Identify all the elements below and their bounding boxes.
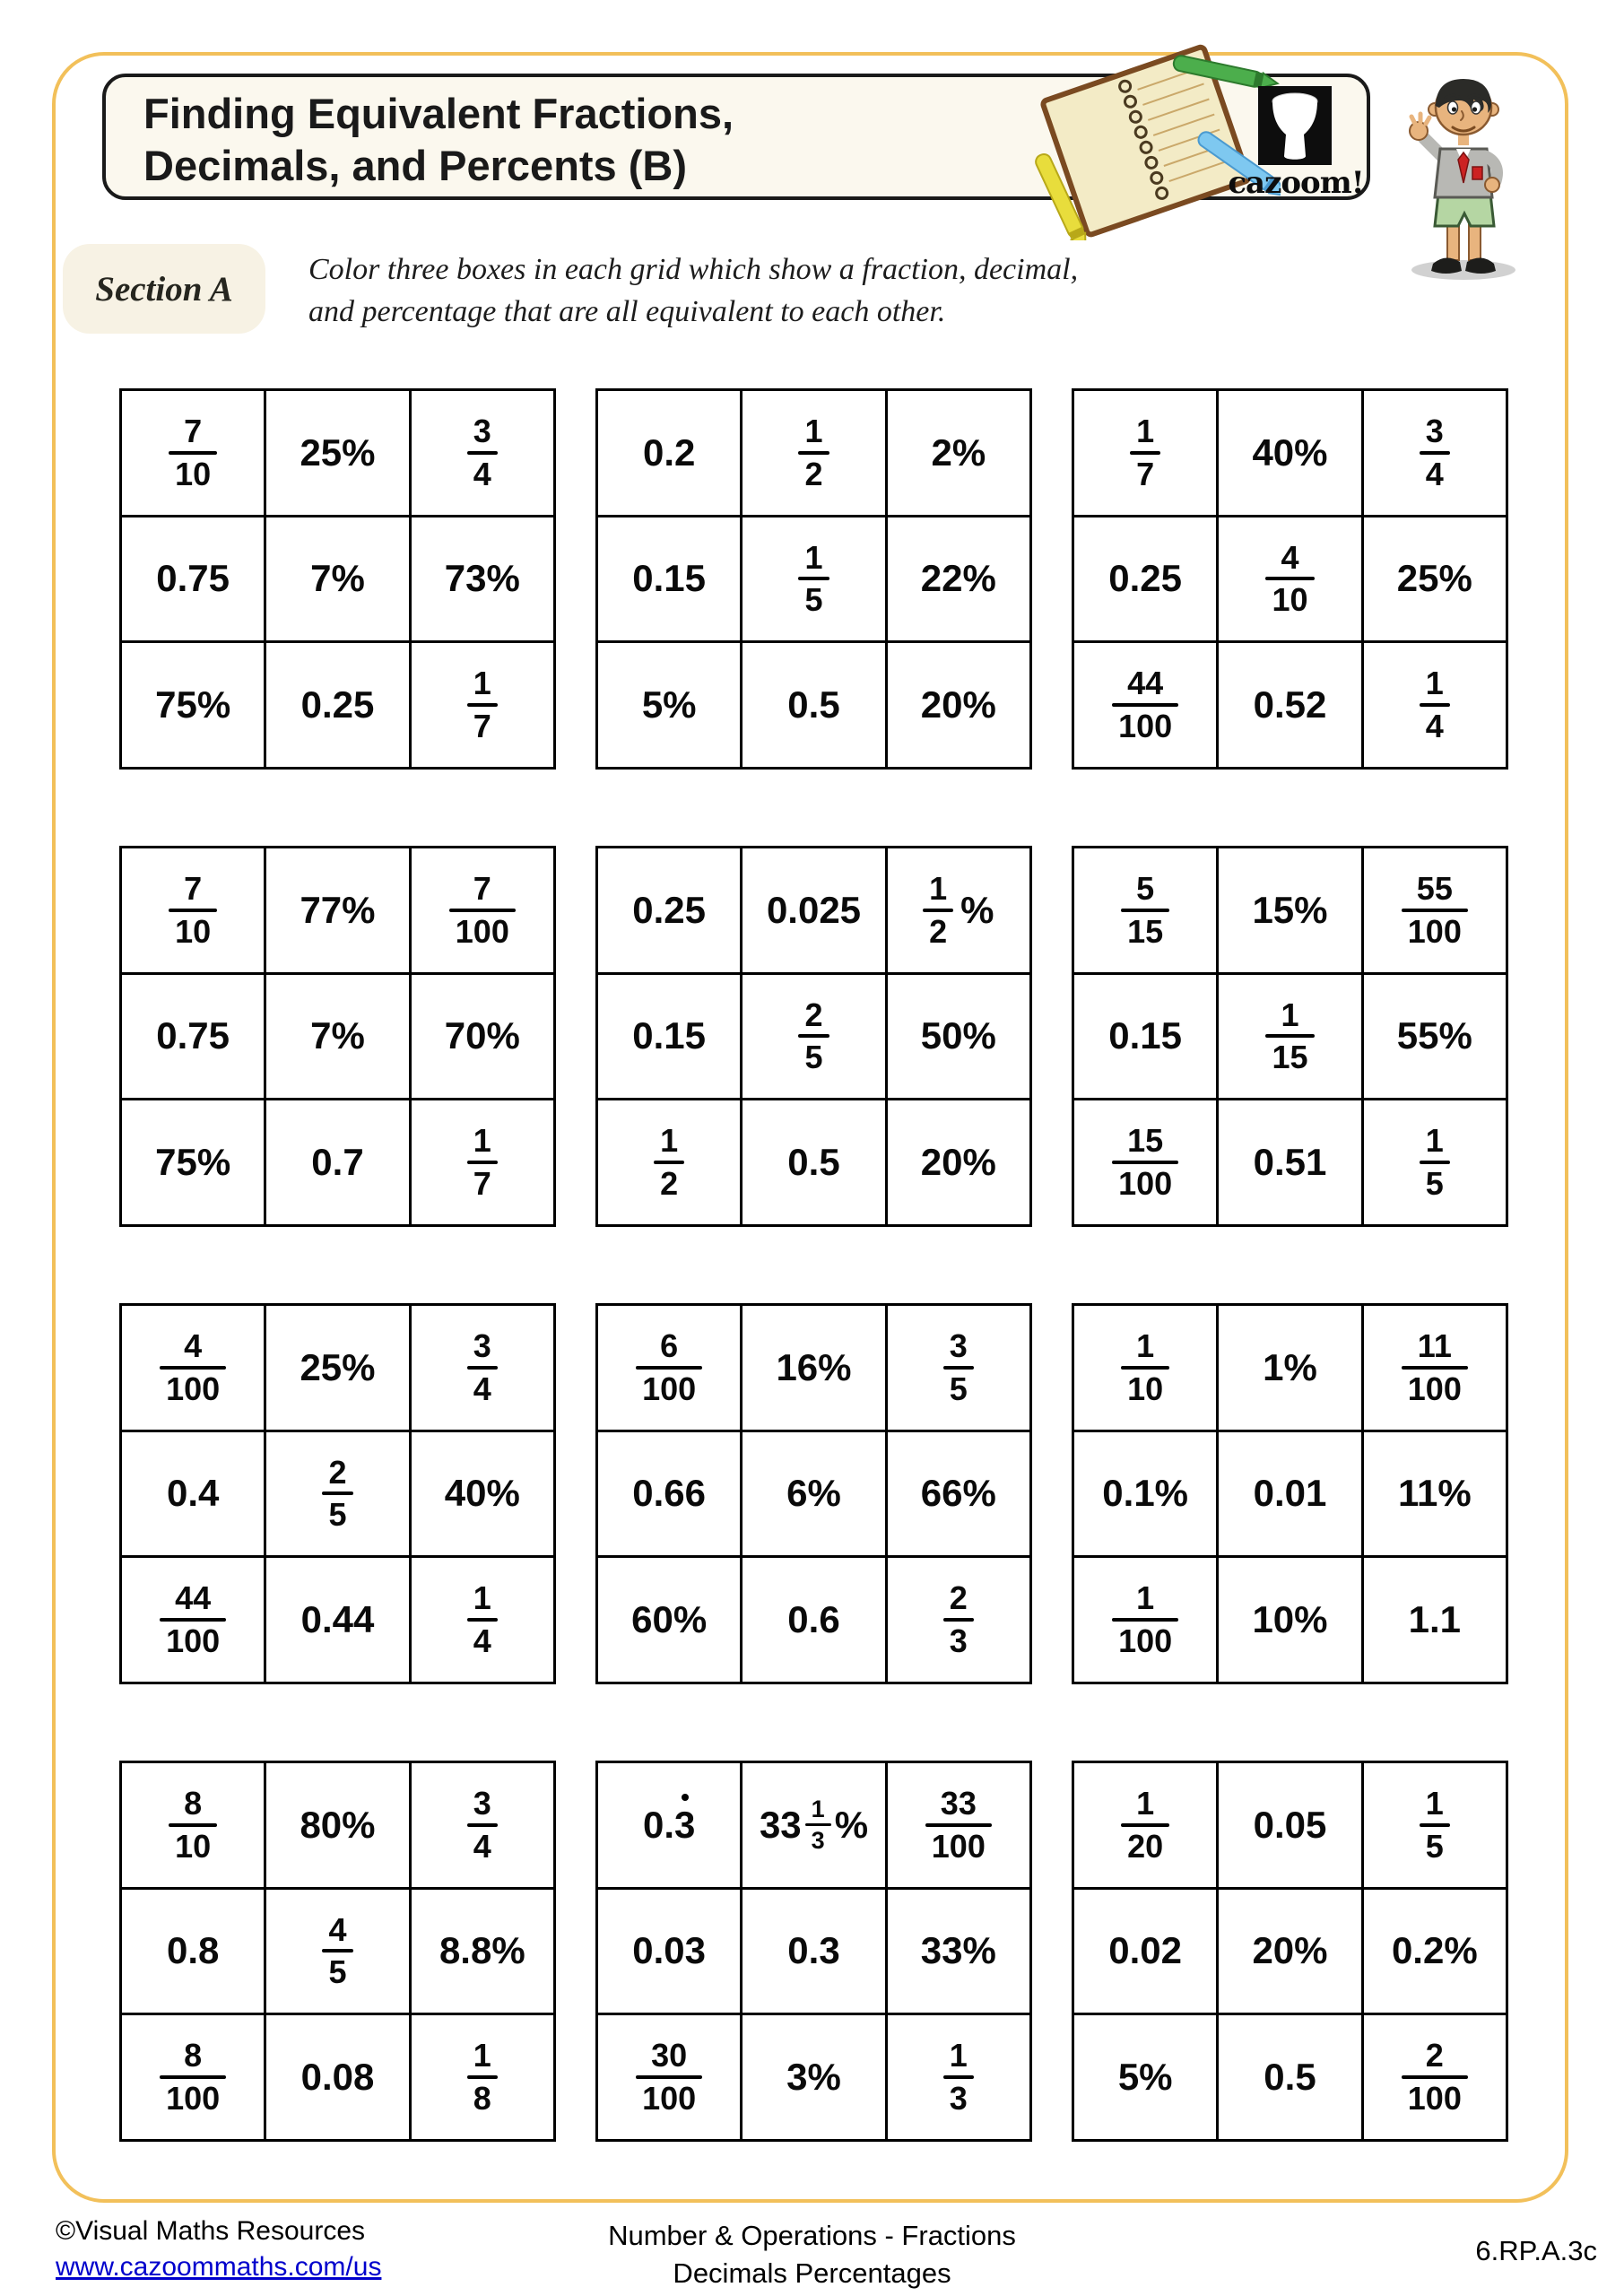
- grid-10-cell-r2c2[interactable]: $\frac{4}{5}$: [264, 1887, 408, 2013]
- grid-3-cell-r1c2[interactable]: 40%: [1216, 388, 1360, 515]
- grid-9-cell-r2c1[interactable]: 0.1%: [1072, 1430, 1216, 1556]
- grid-7-cell-r2c1[interactable]: 0.4: [119, 1430, 264, 1556]
- grid-6-cell-r1c1[interactable]: $\frac{5}{15}$: [1072, 846, 1216, 972]
- grid-12-cell-r1c3[interactable]: $\frac{1}{5}$: [1361, 1761, 1506, 1887]
- grid-12-cell-r2c1[interactable]: 0.02: [1072, 1887, 1216, 2013]
- grid-10-cell-r1c3[interactable]: $\frac{3}{4}$: [409, 1761, 553, 1887]
- grid-6-cell-r2c1[interactable]: 0.15: [1072, 972, 1216, 1099]
- grid-3-cell-r3c3[interactable]: $\frac{1}{4}$: [1361, 640, 1506, 767]
- grid-3-cell-r2c3[interactable]: 25%: [1361, 515, 1506, 641]
- grid-6-cell-r3c1[interactable]: $\frac{15}{100}$: [1072, 1098, 1216, 1224]
- grid-11-cell-r1c3[interactable]: $\frac{33}{100}$: [885, 1761, 1029, 1887]
- grid-8-cell-r3c3[interactable]: $\frac{2}{3}$: [885, 1555, 1029, 1682]
- grid-5-cell-r3c1[interactable]: $\frac{1}{2}$: [595, 1098, 740, 1224]
- grid-8-cell-r2c3[interactable]: 66%: [885, 1430, 1029, 1556]
- equivalence-grid-7: [119, 1303, 556, 1684]
- grid-5-cell-r1c1[interactable]: 0.25: [595, 846, 740, 972]
- grid-12-cell-r2c2[interactable]: 20%: [1216, 1887, 1360, 2013]
- grid-10-cell-r2c1[interactable]: 0.8: [119, 1887, 264, 2013]
- grid-9-cell-r3c3[interactable]: 1.1: [1361, 1555, 1506, 1682]
- grid-6-cell-r1c2[interactable]: 15%: [1216, 846, 1360, 972]
- section-a-instructions: [308, 248, 1078, 333]
- grid-2-cell-r1c1[interactable]: 0.2: [595, 388, 740, 515]
- grid-3-cell-r1c1[interactable]: $\frac{1}{7}$: [1072, 388, 1216, 515]
- grid-10-cell-r2c3[interactable]: 8.8%: [409, 1887, 553, 2013]
- grid-10-cell-r3c1[interactable]: $\frac{8}{100}$: [119, 2013, 264, 2139]
- grid-2-cell-r2c2[interactable]: $\frac{1}{5}$: [740, 515, 884, 641]
- grid-4-cell-r1c2[interactable]: 77%: [264, 846, 408, 972]
- grid-5-cell-r1c2[interactable]: 0.025: [740, 846, 884, 972]
- grid-9-cell-r1c1[interactable]: $\frac{1}{10}$: [1072, 1303, 1216, 1430]
- equivalence-grid-11: [595, 1761, 1032, 2142]
- grid-12-cell-r1c1[interactable]: $\frac{1}{20}$: [1072, 1761, 1216, 1887]
- grid-3-cell-r3c2[interactable]: 0.52: [1216, 640, 1360, 767]
- grid-1-cell-r3c1[interactable]: 75%: [119, 640, 264, 767]
- grid-8-cell-r2c1[interactable]: 0.66: [595, 1430, 740, 1556]
- grid-11-cell-r1c1[interactable]: 0. 3: [595, 1761, 740, 1887]
- grid-4-cell-r3c2[interactable]: 0.7: [264, 1098, 408, 1224]
- grid-4-cell-r1c3[interactable]: $\frac{7}{100}$: [409, 846, 553, 972]
- notebook-icon: [1012, 43, 1281, 240]
- footer-topic-line1: Number & Operations - Fractions: [608, 2220, 1016, 2251]
- grid-8-cell-r1c1[interactable]: $\frac{6}{100}$: [595, 1303, 740, 1430]
- grid-4-cell-r1c1[interactable]: $\frac{7}{10}$: [119, 846, 264, 972]
- grid-8-cell-r1c2[interactable]: 16%: [740, 1303, 884, 1430]
- footer-topic-line2: Decimals Percentages: [673, 2257, 951, 2289]
- grid-12-cell-r1c2[interactable]: 0.05: [1216, 1761, 1360, 1887]
- page-title: [143, 88, 734, 192]
- equivalence-grid-9: [1072, 1303, 1508, 1684]
- grid-7-cell-r3c3[interactable]: $\frac{1}{4}$: [409, 1555, 553, 1682]
- grid-5-cell-r2c2[interactable]: $\frac{2}{5}$: [740, 972, 884, 1099]
- grid-4-cell-r2c1[interactable]: 0.75: [119, 972, 264, 1099]
- grid-6-cell-r3c2[interactable]: 0.51: [1216, 1098, 1360, 1224]
- grid-2-cell-r2c3[interactable]: 22%: [885, 515, 1029, 641]
- grid-7-cell-r3c1[interactable]: $\frac{44}{100}$: [119, 1555, 264, 1682]
- grid-9-cell-r2c3[interactable]: 11%: [1361, 1430, 1506, 1556]
- grid-11-cell-r1c2[interactable]: 33 $\frac{1}{3}$ %: [740, 1761, 884, 1887]
- grid-1-cell-r1c3[interactable]: $\frac{3}{4}$: [409, 388, 553, 515]
- grid-11-cell-r2c2[interactable]: 0.3: [740, 1887, 884, 2013]
- grid-5-cell-r3c2[interactable]: 0.5: [740, 1098, 884, 1224]
- grid-1-cell-r3c2[interactable]: 0.25: [264, 640, 408, 767]
- grid-10-cell-r3c2[interactable]: 0.08: [264, 2013, 408, 2139]
- grid-1-cell-r2c1[interactable]: 0.75: [119, 515, 264, 641]
- page-title-line1: Finding Equivalent Fractions,: [143, 90, 734, 137]
- grid-3-cell-r2c1[interactable]: 0.25: [1072, 515, 1216, 641]
- equivalence-grid-12: [1072, 1761, 1508, 2142]
- mascot-boy: [1388, 52, 1536, 287]
- grid-6-cell-r3c3[interactable]: $\frac{1}{5}$: [1361, 1098, 1506, 1224]
- grid-10-cell-r1c1[interactable]: $\frac{8}{10}$: [119, 1761, 264, 1887]
- grid-8-cell-r1c3[interactable]: $\frac{3}{5}$: [885, 1303, 1029, 1430]
- grid-9-cell-r1c2[interactable]: 1%: [1216, 1303, 1360, 1430]
- section-a-box: [63, 244, 265, 334]
- grid-12-cell-r2c3[interactable]: 0.2%: [1361, 1887, 1506, 2013]
- logo-text: cazoom!: [1228, 165, 1364, 201]
- equivalence-grid-10: [119, 1761, 556, 2142]
- equivalence-grid-8: [595, 1303, 1032, 1684]
- grid-7-cell-r1c2[interactable]: 25%: [264, 1303, 408, 1430]
- equivalence-grid-2: [595, 388, 1032, 770]
- grid-2-cell-r3c1[interactable]: 5%: [595, 640, 740, 767]
- grid-3-cell-r1c3[interactable]: $\frac{3}{4}$: [1361, 388, 1506, 515]
- grid-10-cell-r3c3[interactable]: $\frac{1}{8}$: [409, 2013, 553, 2139]
- grid-1-cell-r2c2[interactable]: 7%: [264, 515, 408, 641]
- grid-1-cell-r1c2[interactable]: 25%: [264, 388, 408, 515]
- equivalence-grid-1: [119, 388, 556, 770]
- footer-center: [608, 2217, 1016, 2292]
- equivalence-grid-6: [1072, 846, 1508, 1227]
- grid-7-cell-r2c2[interactable]: $\frac{2}{5}$: [264, 1430, 408, 1556]
- grid-6-cell-r2c3[interactable]: 55%: [1361, 972, 1506, 1099]
- grids-container: [119, 388, 1508, 2142]
- grid-12-cell-r3c3[interactable]: $\frac{2}{100}$: [1361, 2013, 1506, 2139]
- grid-11-cell-r3c2[interactable]: 3%: [740, 2013, 884, 2139]
- grid-9-cell-r3c2[interactable]: 10%: [1216, 1555, 1360, 1682]
- copyright-text: ©Visual Maths Resources: [56, 2216, 366, 2246]
- grid-12-cell-r3c2[interactable]: 0.5: [1216, 2013, 1360, 2139]
- grid-9-cell-r1c3[interactable]: $\frac{11}{100}$: [1361, 1303, 1506, 1430]
- grid-7-cell-r3c2[interactable]: 0.44: [264, 1555, 408, 1682]
- grid-5-cell-r2c1[interactable]: 0.15: [595, 972, 740, 1099]
- grid-11-cell-r2c1[interactable]: 0.03: [595, 1887, 740, 2013]
- grid-4-cell-r2c2[interactable]: 7%: [264, 972, 408, 1099]
- footer-left: [56, 2213, 381, 2285]
- grid-8-cell-r3c2[interactable]: 0.6: [740, 1555, 884, 1682]
- grid-1-cell-r1c1[interactable]: $\frac{7}{10}$: [119, 388, 264, 515]
- grid-4-cell-r3c3[interactable]: $\frac{1}{7}$: [409, 1098, 553, 1224]
- grid-2-cell-r2c1[interactable]: 0.15: [595, 515, 740, 641]
- grid-9-cell-r2c2[interactable]: 0.01: [1216, 1430, 1360, 1556]
- grid-2-cell-r3c3[interactable]: 20%: [885, 640, 1029, 767]
- cazoom-logo: [1228, 84, 1376, 201]
- grid-6-cell-r1c3[interactable]: $\frac{55}{100}$: [1361, 846, 1506, 972]
- grid-1-cell-r3c3[interactable]: $\frac{1}{7}$: [409, 640, 553, 767]
- grid-8-cell-r2c2[interactable]: 6%: [740, 1430, 884, 1556]
- grid-2-cell-r3c2[interactable]: 0.5: [740, 640, 884, 767]
- website-link[interactable]: www.cazoommaths.com/us: [56, 2252, 382, 2282]
- grid-8-cell-r3c1[interactable]: 60%: [595, 1555, 740, 1682]
- grid-6-cell-r2c2[interactable]: $\frac{1}{15}$: [1216, 972, 1360, 1099]
- page-title-line2: Decimals, and Percents (B): [143, 142, 687, 189]
- grid-7-cell-r2c3[interactable]: 40%: [409, 1430, 553, 1556]
- grid-5-cell-r2c3[interactable]: 50%: [885, 972, 1029, 1099]
- grid-7-cell-r1c3[interactable]: $\frac{3}{4}$: [409, 1303, 553, 1430]
- grid-5-cell-r1c3[interactable]: $\frac{1}{2}$ %: [885, 846, 1029, 972]
- grid-11-cell-r3c1[interactable]: $\frac{30}{100}$: [595, 2013, 740, 2139]
- grid-10-cell-r1c2[interactable]: 80%: [264, 1761, 408, 1887]
- instruction-line2: and percentage that are all equivalent to each other.: [308, 295, 946, 328]
- equivalence-grid-5: [595, 846, 1032, 1227]
- grid-5-cell-r3c3[interactable]: 20%: [885, 1098, 1029, 1224]
- equivalence-grid-3: [1072, 388, 1508, 770]
- grid-2-cell-r1c3[interactable]: 2%: [885, 388, 1029, 515]
- grid-12-cell-r3c1[interactable]: 5%: [1072, 2013, 1216, 2139]
- grid-1-cell-r2c3[interactable]: 73%: [409, 515, 553, 641]
- grid-9-cell-r3c1[interactable]: $\frac{1}{100}$: [1072, 1555, 1216, 1682]
- grid-7-cell-r1c1[interactable]: $\frac{4}{100}$: [119, 1303, 264, 1430]
- grid-11-cell-r3c3[interactable]: $\frac{1}{3}$: [885, 2013, 1029, 2139]
- grid-4-cell-r3c1[interactable]: 75%: [119, 1098, 264, 1224]
- standard-code: 6.RP.A.3c: [1475, 2235, 1597, 2266]
- instruction-line1: Color three boxes in each grid which show a fraction, decimal,: [308, 253, 1079, 286]
- grid-2-cell-r1c2[interactable]: $\frac{1}{2}$: [740, 388, 884, 515]
- grid-3-cell-r2c2[interactable]: $\frac{4}{10}$: [1216, 515, 1360, 641]
- drum-icon: [1258, 86, 1332, 165]
- equivalence-grid-4: [119, 846, 556, 1227]
- grid-3-cell-r3c1[interactable]: $\frac{44}{100}$: [1072, 640, 1216, 767]
- section-a-label: Section A: [95, 269, 233, 309]
- grid-4-cell-r2c3[interactable]: 70%: [409, 972, 553, 1099]
- grid-11-cell-r2c3[interactable]: 33%: [885, 1887, 1029, 2013]
